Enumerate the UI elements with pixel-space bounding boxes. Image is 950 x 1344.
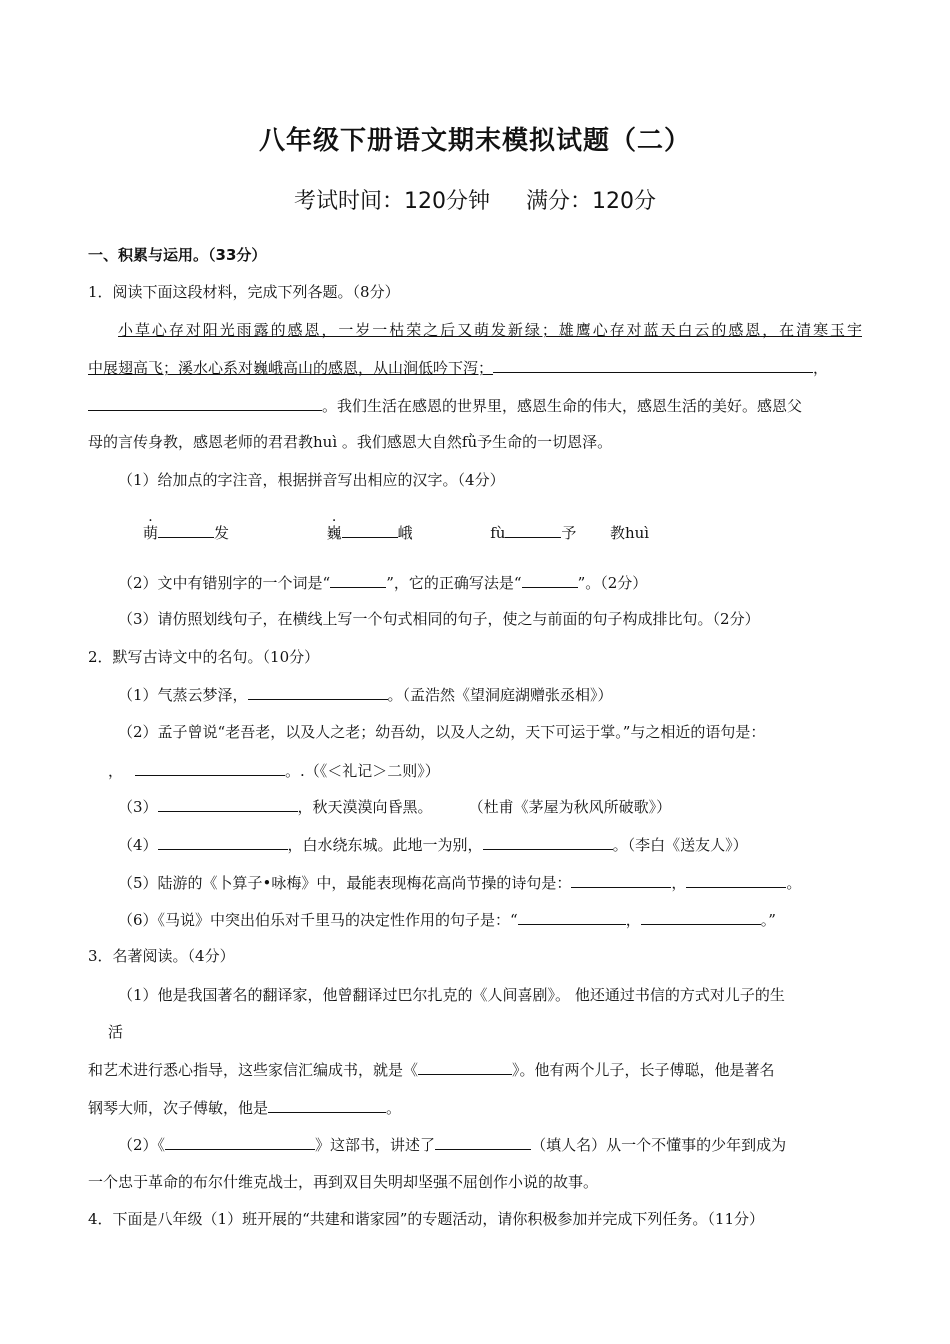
q2-s5	[118, 872, 864, 893]
q2-blank-6[interactable]	[571, 872, 671, 888]
q2-s3	[118, 796, 864, 817]
q2-s6-comma: ，	[625, 911, 641, 929]
q3-s2-text-c: （填人名）从一个不懂事的少年到成为	[531, 1136, 787, 1154]
q1-comma: ，	[813, 359, 829, 377]
q2-s5-text: （5）陆游的《卜算子•咏梅》中，最能表现梅花高尚节操的诗句是：	[118, 874, 572, 892]
q1-passage-line-2	[88, 357, 864, 378]
q1-passage-text-3: 。我们生活在感恩的世界里，感恩生命的伟大，感恩生活的美好。感恩父	[322, 397, 803, 415]
q1-sub1: （1）给加点的字注音，根据拼音写出相应的汉字。（4分）	[118, 471, 505, 489]
q2-s5-end: 。	[786, 874, 802, 892]
q2-s5-comma: ，	[671, 874, 687, 892]
q2-s2-comma: ，	[108, 762, 124, 780]
exam-info	[0, 184, 950, 215]
q2-s4-num: （4）	[118, 836, 158, 854]
q3-s2-text-b: 》这部书，讲述了	[315, 1136, 436, 1154]
q2-s1-text-b: 。（孟浩然《望洞庭湖赠张丞相》）	[387, 686, 613, 704]
char-fa: 发	[214, 524, 230, 542]
hanzi-blank-1[interactable]	[505, 522, 561, 538]
q3-stem: 3．名著阅读。（4分）	[88, 947, 235, 965]
q2-s4-source: 。（李白《送友人》）	[612, 836, 748, 854]
q3-name-blank[interactable]	[435, 1134, 531, 1150]
q3-s1-line1: （1）他是我国著名的翻译家，他曾翻译过巴尔扎克的《人间喜剧》。 他还通过书信的方式对儿子的生	[118, 986, 785, 1004]
q2-s3-num: （3）	[118, 798, 158, 816]
q2-blank-1[interactable]	[248, 684, 388, 700]
q2-stem: 2．默写古诗文中的名句。（10分）	[88, 648, 320, 666]
q3-s2-line1	[118, 1134, 864, 1155]
q1-sub2-text-b: ”，它的正确写法是“	[386, 574, 522, 592]
q3-s1-line3	[88, 1059, 864, 1080]
q1-sub2-text-c: ”。（2分）	[577, 574, 648, 592]
q2-blank-7[interactable]	[686, 872, 786, 888]
q2-blank-8[interactable]	[518, 909, 626, 925]
q2-s6	[118, 909, 864, 930]
q2-s3-source: （杜甫《茅屋为秋风所破歌》）	[468, 798, 672, 816]
exam-time: 考试时间：120分钟	[294, 189, 490, 214]
q2-s2-line2	[108, 760, 884, 781]
q3-book-blank[interactable]	[418, 1059, 512, 1075]
q2-blank-9[interactable]	[641, 909, 761, 925]
section-heading: 一、积累与运用。（33分）	[88, 246, 267, 264]
q1-passage-line-3	[88, 395, 864, 416]
q1-sub3: （3）请仿照划线句子，在横线上写一个句式相同的句子，使之与前面的句子构成排比句。（2分）	[118, 610, 760, 628]
q4-stem: 4．下面是八年级（1）班开展的“共建和谐家园”的专题活动，请你积极参加并完成下列任务。（11分）	[88, 1210, 765, 1228]
q3-s2-text-a: （2）《	[118, 1136, 166, 1154]
q1-sub1-items	[143, 522, 843, 543]
pinyin-blank-2[interactable]	[342, 522, 398, 538]
typo-word-blank[interactable]	[330, 572, 386, 588]
q3-s1-text-b: 》。他有两个儿子，长子傅聪，他是著名	[512, 1061, 775, 1079]
q2-s4	[118, 834, 864, 855]
char-e: 峨	[397, 524, 413, 542]
q2-s6-text: （6）《马说》中突出伯乐对千里马的决定性作用的句子是：“	[118, 911, 518, 929]
q1-sub2-text-a: （2）文中有错别字的一个词是“	[118, 574, 331, 592]
q3-s1-text-d: 。	[386, 1099, 402, 1117]
q3-s1-text-c: 钢琴大师，次子傅敏，他是	[88, 1099, 269, 1117]
q2-blank-3[interactable]	[158, 796, 298, 812]
q1-passage-underlined: 中展翅高飞；溪水心系对巍峨高山的感恩，从山涧低吟下泻；	[88, 359, 494, 377]
q1-passage-line-4: 母的言传身教，感恩老师的君君教huì 。我们感恩大自然fǜ予生命的一切恩泽。	[88, 433, 613, 451]
q2-blank-4[interactable]	[158, 834, 288, 850]
q1-answer-blank-1[interactable]	[493, 357, 813, 373]
q1-answer-blank-2[interactable]	[88, 395, 322, 411]
q3-s1-line4	[88, 1097, 864, 1118]
q1-stem: 1．阅读下面这段材料，完成下列各题。（8分）	[88, 283, 400, 301]
correct-word-blank[interactable]	[522, 572, 578, 588]
q2-blank-5[interactable]	[483, 834, 613, 850]
q2-s1	[118, 684, 864, 705]
q2-s6-end: 。”	[760, 911, 776, 929]
char-yu: 予	[561, 524, 577, 542]
q1-passage-line-1: 小草心存对阳光雨露的感恩，一岁一枯荣之后又萌发新绿；雄鹰心存对蓝天白云的感恩，在清寒玉宇	[118, 321, 862, 339]
pinyin-hui: 教huì	[609, 524, 650, 542]
q2-s2-source: 。.（《＜礼记＞二则》）	[285, 762, 440, 780]
q2-s3-text: ，秋天漠漠向昏黑。	[297, 798, 433, 816]
q3-s1-line2: 活	[108, 1023, 124, 1041]
q2-s2: （2）孟子曾说“老吾老，以及人之老；幼吾幼，以及人之幼，天下可运于掌。”与之相近的语句是：	[118, 723, 766, 741]
full-score: 满分：120分	[526, 189, 656, 214]
dotted-char-wei: 巍	[326, 524, 342, 542]
q3-title-blank[interactable]	[165, 1134, 315, 1150]
dotted-char-meng: 萌	[143, 524, 159, 542]
q1-sub2	[118, 572, 864, 593]
q3-s2-line2: 一个忠于革命的布尔什维克战士，再到双目失明却坚强不屈创作小说的故事。	[88, 1173, 599, 1191]
page-title: 八年级下册语文期末模拟试题（二）	[258, 126, 691, 156]
q3-s1-text-a: 和艺术进行悉心指导，这些家信汇编成书，就是《	[88, 1061, 419, 1079]
q2-blank-2[interactable]	[135, 760, 285, 776]
q2-s1-text-a: （1）气蒸云梦泽，	[118, 686, 248, 704]
q3-person-blank[interactable]	[268, 1097, 386, 1113]
pinyin-fu: fù	[490, 524, 506, 542]
pinyin-blank-1[interactable]	[158, 522, 214, 538]
q2-s4-text: ，白水绕东城。此地一为别，	[287, 836, 483, 854]
